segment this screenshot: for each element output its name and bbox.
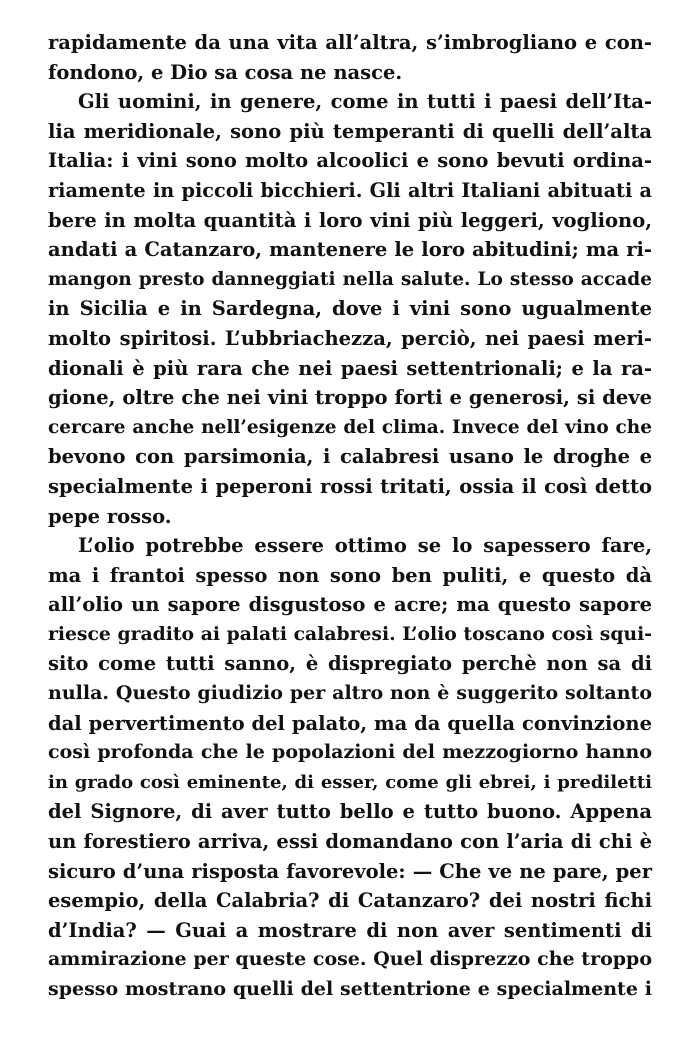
text-line: sito come tutti sanno, è dispregiato perchè non sa di [48,652,652,676]
text-line: fondono, e Dio sa cosa ne nasce. [48,60,403,84]
text-line: rapidamente da una vita all’altra, s’imbrogliano e con- [48,31,652,54]
text-line: riamente in piccoli bicchieri. Gli altri Italiani abituati a [48,178,652,202]
page-text [48,28,652,1005]
paragraph [48,531,652,1005]
text-line: in Sicilia e in Sardegna, dove i vini sono ugualmente [48,297,652,321]
text-line: Italia: i vini sono molto alcoolici e sono bevuti ordina- [48,149,652,173]
text-line: cercare anche nell’esigenze del clima. Invece del vino che [48,416,652,438]
paragraph [48,87,652,531]
text-line: sicuro d’una risposta favorevole: — Che ve ne pare, per [48,859,652,883]
text-line: Gli uomini, in genere, come in tutti i paesi dell’Ita- [78,90,652,114]
text-line: spesso mostrano quelli del settentrione e specialmente i [48,978,652,1000]
text-line: in grado così eminente, di esser, come gli ebrei, i prediletti [48,771,652,793]
text-line: L’olio potrebbe essere ottimo se lo sapessero fare, [78,534,652,558]
text-line: pepe rosso. [48,504,172,528]
text-line: nulla. Questo giudizio per altro non è suggerito soltanto [48,682,652,705]
text-line: riesce gradito ai palati calabresi. L’olio toscano così squi- [48,622,652,645]
text-line: molto spiritosi. L’ubbriachezza, perciò, nei paesi meri- [48,326,652,350]
text-line: andati a Catanzaro, mantenere le loro abitudini; ma ri- [48,238,652,262]
text-line: ma i frantoi spesso non sono ben puliti, e questo dà [48,563,652,587]
text-line: specialmente i peperoni rossi tritati, ossia il così detto [48,474,652,498]
text-line: esempio, della Calabria? di Catanzaro? dei nostri fichi [48,889,652,913]
text-line: dionali è più rara che nei paesi settentrionali; e la ra- [48,356,652,380]
text-line: un forestiero arriva, essi domandano con l’aria di chi è [48,830,652,854]
text-line: ammirazione per queste cose. Quel disprezzo che troppo [48,948,652,971]
text-line: bevono con parsimonia, i calabresi usano le droghe e [48,445,652,469]
text-line: gione, oltre che nei vini troppo forti e generosi, si deve [48,386,652,410]
paragraph [48,28,652,87]
text-line: mangon presto danneggiati nella salute. Lo stesso accade [48,268,652,290]
text-line: lia meridionale, sono più temperanti di quelli dell’alta [48,119,652,143]
text-line: d’India? — Guai a mostrare di non aver sentimenti di [48,918,652,942]
text-line: dal pervertimento del palato, ma da quella convinzione [48,711,652,735]
text-line: bere in molta quantità i loro vini più leggeri, vogliono, [48,208,652,232]
text-line: all’olio un sapore disgustoso e acre; ma questo sapore [48,593,652,617]
text-line: del Signore, di aver tutto bello e tutto buono. Appena [48,800,652,824]
text-line: così profonda che le popolazioni del mezzogiorno hanno [48,741,652,764]
